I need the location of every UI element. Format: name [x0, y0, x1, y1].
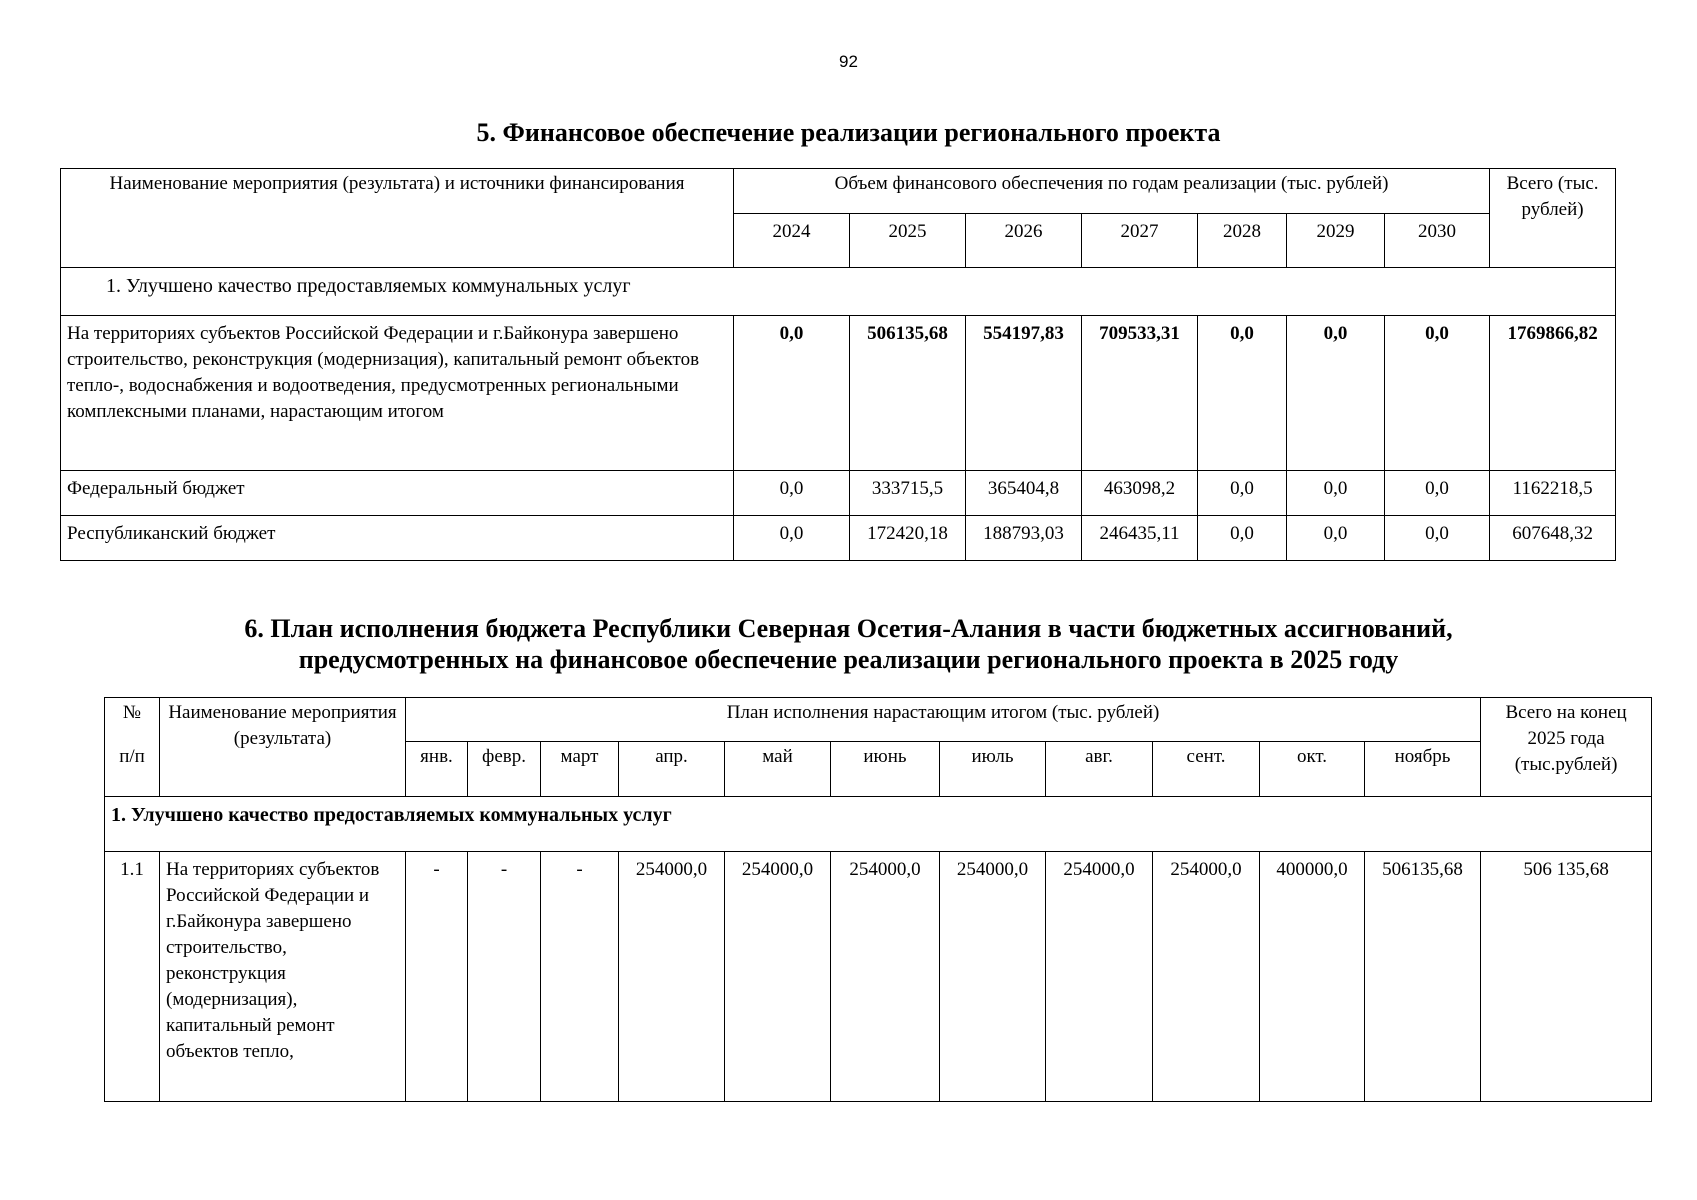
row-name: Республиканский бюджет — [61, 516, 734, 561]
year-2029: 2029 — [1287, 214, 1385, 268]
month-may: май — [725, 742, 831, 797]
row-value: 246435,11 — [1082, 516, 1198, 561]
header-name-cell: Наименование мероприятия (результата) — [160, 698, 406, 797]
row-value: 554197,83 — [966, 316, 1082, 471]
row-value: 0,0 — [734, 316, 850, 471]
row-total: 1769866,82 — [1490, 316, 1616, 471]
month-jan: янв. — [406, 742, 468, 797]
budget-plan-table — [104, 697, 1652, 1102]
row-value: 254000,0 — [831, 852, 940, 1102]
group-title: 1. Улучшено качество предоставляемых коммунальных услуг — [105, 797, 1652, 852]
year-2026: 2026 — [966, 214, 1082, 268]
section-6-title-line2: предусмотренных на финансовое обеспечение реализации регионального проекта в 2025 году — [298, 645, 1399, 674]
month-oct: окт. — [1260, 742, 1365, 797]
row-value: 254000,0 — [1153, 852, 1260, 1102]
row-value: 463098,2 — [1082, 471, 1198, 516]
row-value: 0,0 — [1198, 316, 1287, 471]
header-volume-cell: Объем финансового обеспечения по годам реализации (тыс. рублей) — [734, 169, 1490, 214]
row-value: 0,0 — [1287, 316, 1385, 471]
year-2030: 2030 — [1385, 214, 1490, 268]
row-value: 506135,68 — [1365, 852, 1481, 1102]
row-value: 0,0 — [1287, 516, 1385, 561]
header-name-cell: Наименование мероприятия (результата) и источники финансирования — [61, 169, 734, 268]
table-row — [61, 316, 1616, 471]
row-value: 333715,5 — [850, 471, 966, 516]
section-5-title: 5. Финансовое обеспечение реализации регионального проекта — [476, 118, 1221, 147]
row-total: 1162218,5 — [1490, 471, 1616, 516]
row-value: 400000,0 — [1260, 852, 1365, 1102]
table-row — [61, 471, 1616, 516]
month-nov: ноябрь — [1365, 742, 1481, 797]
row-value: 254000,0 — [725, 852, 831, 1102]
year-2024: 2024 — [734, 214, 850, 268]
table-row — [105, 852, 1652, 1102]
month-feb: февр. — [468, 742, 541, 797]
row-value: 0,0 — [1198, 471, 1287, 516]
row-value: 254000,0 — [1046, 852, 1153, 1102]
row-value: 0,0 — [1198, 516, 1287, 561]
month-apr: апр. — [619, 742, 725, 797]
row-value: 254000,0 — [619, 852, 725, 1102]
row-value: 0,0 — [1287, 471, 1385, 516]
row-value: 0,0 — [1385, 316, 1490, 471]
section-6-title-line1: 6. План исполнения бюджета Республики Северная Осетия-Алания в части бюджетных ассигнований, — [244, 614, 1453, 643]
row-value: - — [541, 852, 619, 1102]
row-value: - — [468, 852, 541, 1102]
row-value: - — [406, 852, 468, 1102]
year-2027: 2027 — [1082, 214, 1198, 268]
row-name: На территориях субъектов Российской Федерации и г.Байконура завершено строительство, реконструкция (модернизация), капитальный ремонт объектов тепло, — [160, 852, 406, 1102]
header-num-top: № — [105, 698, 160, 742]
header-plan-cell: План исполнения нарастающим итогом (тыс. рублей) — [406, 698, 1481, 742]
month-aug: авг. — [1046, 742, 1153, 797]
header-total-cell: Всего на конец 2025 года (тыс.рублей) — [1481, 698, 1652, 797]
row-name: Федеральный бюджет — [61, 471, 734, 516]
row-value: 365404,8 — [966, 471, 1082, 516]
table-row — [61, 516, 1616, 561]
row-value: 172420,18 — [850, 516, 966, 561]
year-2028: 2028 — [1198, 214, 1287, 268]
month-jul: июль — [940, 742, 1046, 797]
row-num: 1.1 — [105, 852, 160, 1102]
row-value: 254000,0 — [940, 852, 1046, 1102]
row-total: 607648,32 — [1490, 516, 1616, 561]
row-name: На территориях субъектов Российской Федерации и г.Байконура завершено строительство, реконструкция (модернизация), капитальный ремонт объектов тепло-, водоснабжения и водоотведения, предусмотренных региональными комплексными планами, нарастающим итогом — [61, 316, 734, 471]
row-value: 188793,03 — [966, 516, 1082, 561]
month-mar: март — [541, 742, 619, 797]
month-sep: сент. — [1153, 742, 1260, 797]
header-total-cell: Всего (тыс. рублей) — [1490, 169, 1616, 268]
financing-table — [60, 168, 1616, 561]
page-number: 92 — [839, 52, 858, 71]
row-value: 709533,31 — [1082, 316, 1198, 471]
month-jun: июнь — [831, 742, 940, 797]
row-value: 0,0 — [1385, 471, 1490, 516]
header-num-bottom: п/п — [105, 742, 160, 797]
row-total: 506 135,68 — [1481, 852, 1652, 1102]
section-6-title — [0, 613, 1697, 675]
row-value: 0,0 — [734, 471, 850, 516]
row-value: 0,0 — [734, 516, 850, 561]
row-value: 506135,68 — [850, 316, 966, 471]
year-2025: 2025 — [850, 214, 966, 268]
row-value: 0,0 — [1385, 516, 1490, 561]
group-title: 1. Улучшено качество предоставляемых коммунальных услуг — [61, 268, 1616, 316]
